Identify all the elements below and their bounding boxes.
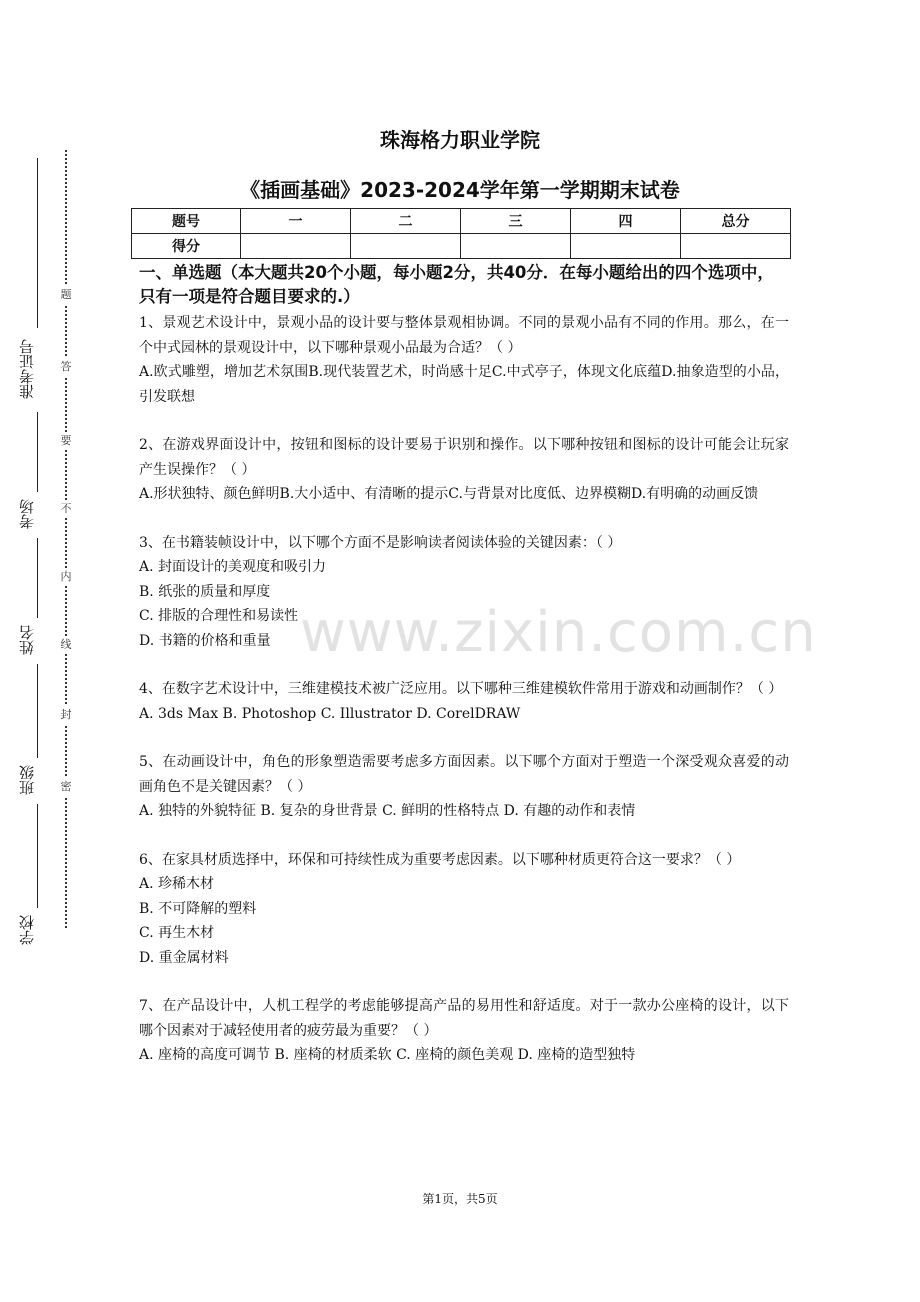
question-stem: 3、在书籍装帧设计中，以下哪个方面不是影响读者阅读体验的关键因素：（ ） bbox=[139, 534, 622, 551]
question-stem: 2、在游戏界面设计中，按钮和图标的设计要易于识别和操作。以下哪种按钮和图标的设计可能会让玩家产生误操作？（ ） bbox=[139, 437, 789, 478]
question-options: A.欧式雕塑，增加艺术氛围B.现代装置艺术，时尚感十足C.中式亭子，体现文化底蕴D.抽象造型的小品，引发联想 bbox=[139, 364, 789, 405]
admission-id-label: 准考证号 bbox=[18, 339, 36, 399]
seal-char: 线 bbox=[57, 636, 75, 654]
exam-content bbox=[139, 261, 789, 1092]
option-d: D. 书籍的价格和重量 bbox=[139, 632, 271, 649]
score-input-cell bbox=[461, 234, 571, 259]
seal-char: 要 bbox=[57, 432, 75, 450]
question-stem: 6、在家具材质选择中，环保和可持续性成为重要考虑因素。以下哪种材质更符合这一要求？（ ） bbox=[139, 851, 741, 868]
question-4 bbox=[139, 677, 789, 726]
seal-dotted-line bbox=[65, 150, 67, 928]
section-heading: 一、单选题（本大题共20个小题，每小题2分，共40分．在每小题给出的四个选项中，只有一项是符合题目要求的.） bbox=[139, 263, 774, 306]
table-cell: 三 bbox=[461, 209, 571, 234]
question-stem: 4、在数字艺术设计中，三维建模技术被广泛应用。以下哪种三维建模软件常用于游戏和动画制作？（ ） bbox=[139, 681, 783, 697]
question-stem: 1、景观艺术设计中，景观小品的设计要与整体景观相协调。不同的景观小品有不同的作用。那么，在一个中式园林的景观设计中，以下哪种景观小品最为合适？（ ） bbox=[139, 315, 789, 356]
question-6 bbox=[139, 848, 789, 971]
question-7 bbox=[139, 994, 789, 1068]
exam-room-label: 考场 bbox=[18, 499, 36, 529]
table-cell: 二 bbox=[351, 209, 461, 234]
option-d: D. 重金属材料 bbox=[139, 949, 229, 966]
score-input-cell bbox=[351, 234, 461, 259]
school-label: 学校 bbox=[18, 915, 36, 945]
seal-char: 答 bbox=[57, 358, 75, 376]
class-label: 班级 bbox=[18, 765, 36, 795]
seal-char: 封 bbox=[57, 706, 75, 724]
seal-char: 内 bbox=[57, 568, 75, 586]
exam-title: 《插画基础》2023-2024学年第一学期期末试卷 bbox=[240, 178, 680, 202]
question-5 bbox=[139, 750, 789, 824]
table-cell: 一 bbox=[241, 209, 351, 234]
institution-title: 珠海格力职业学院 bbox=[380, 128, 540, 152]
question-options: A.形状独特、颜色鲜明B.大小适中、有清晰的提示C.与背景对比度低、边界模糊D.有明确的动画反馈 bbox=[139, 486, 759, 502]
question-1 bbox=[139, 311, 789, 409]
option-c: C. 排版的合理性和易读性 bbox=[139, 608, 299, 624]
question-stem: 5、在动画设计中，角色的形象塑造需要考虑多方面因素。以下哪个方面对于塑造一个深受观众喜爱的动画角色不是关键因素？（ ） bbox=[139, 754, 789, 795]
score-label-cell: 得分 bbox=[132, 234, 241, 259]
score-table bbox=[131, 208, 791, 259]
option-b: B. 纸张的质量和厚度 bbox=[139, 583, 271, 600]
seal-char: 不 bbox=[57, 500, 75, 518]
option-a: A. 封面设计的美观度和吸引力 bbox=[139, 559, 327, 575]
table-cell: 题号 bbox=[132, 209, 241, 234]
seal-char: 题 bbox=[57, 286, 75, 304]
score-input-cell bbox=[571, 234, 681, 259]
school-line bbox=[37, 804, 38, 908]
table-cell: 四 bbox=[571, 209, 681, 234]
question-options: A. 座椅的高度可调节 B. 座椅的材质柔软 C. 座椅的颜色美观 D. 座椅的造型独特 bbox=[139, 1047, 636, 1063]
seal-char: 密 bbox=[57, 778, 75, 796]
question-stem: 7、在产品设计中，人机工程学的考虑能够提高产品的易用性和舒适度。对于一款办公座椅的设计，以下哪个因素对于减轻使用者的疲劳最为重要？（ ） bbox=[139, 998, 789, 1039]
watermark: www.zixin.com.cn bbox=[300, 600, 817, 665]
option-a: A. 珍稀木材 bbox=[139, 876, 215, 892]
score-input-cell bbox=[241, 234, 351, 259]
score-table-score-row bbox=[132, 234, 791, 259]
question-options: A. 独特的外貌特征 B. 复杂的身世背景 C. 鲜明的性格特点 D. 有趣的动作和表情 bbox=[139, 803, 636, 819]
class-line bbox=[37, 664, 38, 758]
score-table-header-row bbox=[132, 209, 791, 234]
option-c: C. 再生木材 bbox=[139, 925, 215, 941]
name-line bbox=[37, 538, 38, 618]
score-input-cell bbox=[681, 234, 791, 259]
question-2 bbox=[139, 433, 789, 507]
option-b: B. 不可降解的塑料 bbox=[139, 900, 257, 917]
table-cell: 总分 bbox=[681, 209, 791, 234]
question-options: A. 3ds Max B. Photoshop C. Illustrator D. CorelDRAW bbox=[139, 705, 521, 722]
page-footer: 第1页，共5页 bbox=[422, 1192, 498, 1206]
exam-room-line bbox=[37, 412, 38, 492]
name-label: 姓名 bbox=[18, 625, 36, 655]
